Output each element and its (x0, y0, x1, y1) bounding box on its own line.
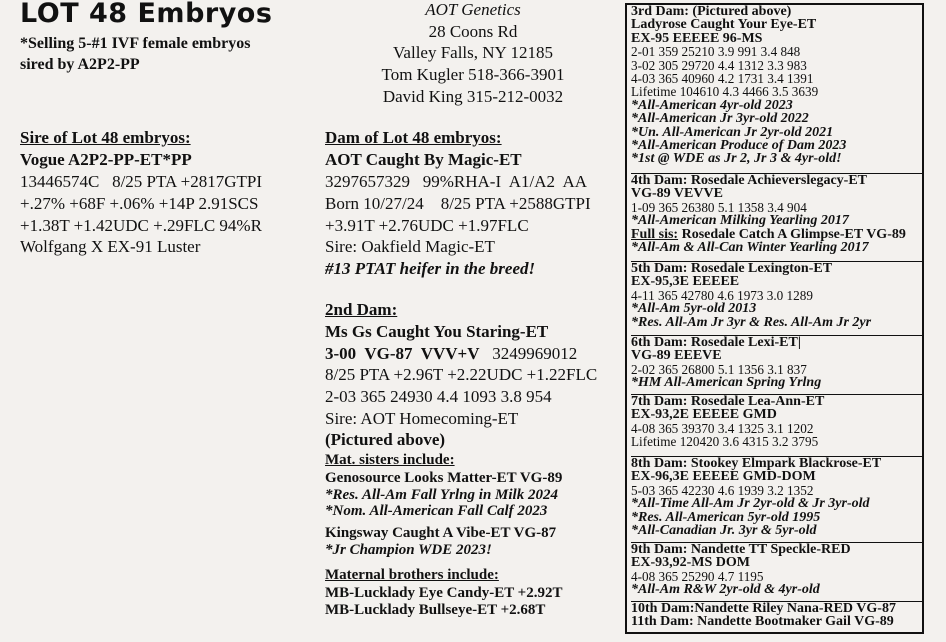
pedigree-line: 4-11 365 42780 4.6 1973 3.0 1289 (631, 287, 813, 303)
mat-sisters-heading: Mat. sisters include: (325, 452, 455, 468)
pedigree-line: *Un. All-American Jr 2yr-old 2021 (631, 124, 834, 140)
pedigree-line: 1-09 365 26380 5.1 1358 3.4 904 (631, 199, 807, 215)
pedigree-line: *All-Time All-Am Jr 2yr-old & Jr 3yr-old (631, 496, 870, 512)
pedigree-line: 5-03 365 42230 4.6 1939 3.2 1352 (631, 482, 814, 498)
pedigree-section-8 (631, 601, 922, 629)
pedigree-section-2 (631, 173, 922, 254)
pedigree-line: EX-95,3E EEEEE (631, 274, 740, 290)
dam2-line-1: 8/25 PTA +2.96T +2.22UDC +1.22FLC (325, 365, 598, 384)
pedigree-section-3 (631, 261, 922, 329)
pedigree-line: *All-American Jr 3yr-old 2022 (631, 111, 809, 127)
pedigree-line: EX-93,2E EEEEE GMD (631, 407, 777, 423)
pedigree-line: 10th Dam:Nandette Riley Nana-RED VG-87 (631, 601, 896, 616)
sire-heading: Sire of Lot 48 embryos: (20, 128, 191, 147)
dam2-line-3: Sire: AOT Homecoming-ET (325, 409, 519, 428)
sire-line-4: Wolfgang X EX-91 Luster (20, 237, 201, 256)
dam2-classification: 3-00 VG-87 VVV+V (325, 344, 480, 363)
page-title: LOT 48 Embryos (20, 0, 273, 29)
pedigree-section-5 (631, 394, 922, 449)
pedigree-line: 5th Dam: Rosedale Lexington-ET (631, 261, 833, 276)
brother-2: MB-Lucklady Bullseye-ET +2.68T (325, 602, 546, 618)
dam2-class-line (325, 344, 577, 364)
sister-1-name: Genosource Looks Matter-ET VG-89 (325, 470, 563, 486)
dam-heading: Dam of Lot 48 embryos: (325, 128, 502, 147)
contact-phone-david: David King 315-212-0032 (382, 87, 564, 106)
pedigree-line: 2-01 359 25210 3.9 991 3.4 848 (631, 44, 801, 60)
pedigree-line: VG-89 EEEVE (631, 348, 722, 364)
pedigree-line: Lifetime 120420 3.6 4315 3.2 3795 (631, 434, 819, 450)
pedigree-line: *HM All-American Spring Yrlng (631, 375, 822, 391)
pedigree-line: 4-03 365 40960 4.2 1731 3.4 1391 (631, 71, 814, 87)
pedigree-line: 6th Dam: Rosedale Lexi-ET| (631, 335, 801, 350)
pedigree-line: *All-American 4yr-old 2023 (631, 97, 793, 113)
sire-name: Vogue A2P2-PP-ET*PP (20, 150, 192, 169)
sister-1-note-1: *Res. All-Am Fall Yrlng in Milk 2024 (325, 487, 558, 503)
pedigree-line: 4-08 365 39370 3.4 1325 3.1 1202 (631, 420, 814, 436)
dam2-pictured: (Pictured above) (325, 430, 446, 449)
pedigree-line: *All-Am 5yr-old 2013 (631, 301, 757, 317)
dam-line-2: Born 10/27/24 8/25 PTA +2588GTPI (325, 194, 591, 213)
dam-line-1: 3297657329 99%RHA-I A1/A2 AA (325, 172, 588, 191)
pedigree-line: EX-96,3E EEEEE GMD-DOM (631, 469, 816, 485)
sister-2-note-1: *Jr Champion WDE 2023! (325, 542, 492, 558)
pedigree-line: 3-02 305 29720 4.4 1312 3.3 983 (631, 57, 807, 73)
pedigree-line: *All-American Produce of Dam 2023 (631, 138, 847, 154)
pedigree-line: *1st @ WDE as Jr 2, Jr 3 & 4yr-old! (631, 151, 842, 167)
sister-2-name: Kingsway Caught A Vibe-ET VG-87 (325, 525, 557, 541)
dam-note: #13 PTAT heifer in the breed! (325, 259, 536, 278)
dam-line-4: Sire: Oakfield Magic-ET (325, 237, 495, 256)
pedigree-line: 4th Dam: Rosedale Achieverslegacy-ET (631, 173, 868, 188)
pedigree-line: VG-89 VEVVE (631, 186, 723, 202)
dam2-heading: 2nd Dam: (325, 300, 398, 319)
pedigree-box (625, 3, 924, 634)
dam2-registration: 3249969012 (492, 344, 578, 363)
dam-name: AOT Caught By Magic-ET (325, 150, 522, 169)
pedigree-line: *Res. All-Am Jr 3yr & Res. All-Am Jr 2yr (631, 314, 872, 330)
intro-line-2: sired by A2P2-PP (20, 56, 140, 73)
pedigree-section-7 (631, 542, 922, 597)
dam2-line-2: 2-03 365 24930 4.4 1093 3.8 954 (325, 387, 552, 406)
pedigree-section-4 (631, 335, 922, 390)
pedigree-line: 2-02 365 26800 5.1 1356 3.1 837 (631, 361, 807, 377)
pedigree-line: 3rd Dam: (Pictured above) (631, 4, 792, 19)
sister-1-note-2: *Nom. All-American Fall Calf 2023 (325, 503, 548, 519)
sire-line-2: +.27% +68F +.06% +14P 2.91SCS (20, 194, 259, 213)
sire-line-3: +1.38T +1.42UDC +.29FLC 94%R (20, 216, 262, 235)
pedigree-line: EX-95 EEEEE 96-MS (631, 30, 763, 46)
pedigree-line: Lifetime 104610 4.3 4466 3.5 3639 (631, 84, 819, 100)
pedigree-line: 9th Dam: Nandette TT Speckle-RED (631, 542, 851, 557)
intro-line-1: *Selling 5-#1 IVF female embryos (20, 35, 251, 52)
pedigree-line: 8th Dam: Stookey Elmpark Blackrose-ET (631, 456, 882, 471)
pedigree-section-6 (631, 456, 922, 537)
pedigree-line: *Res. All-American 5yr-old 1995 (631, 509, 821, 525)
brother-1: MB-Lucklady Eye Candy-ET +2.92T (325, 585, 563, 601)
pedigree-line: 4-08 365 25290 4.7 1195 (631, 568, 764, 584)
pedigree-line: 7th Dam: Rosedale Lea-Ann-ET (631, 394, 825, 409)
pedigree-section-1 (631, 5, 922, 166)
dam2-name: Ms Gs Caught You Staring-ET (325, 322, 549, 341)
contact-city: Valley Falls, NY 12185 (393, 43, 553, 62)
contact-phone-tom: Tom Kugler 518-366-3901 (381, 65, 565, 84)
contact-address: 28 Coons Rd (428, 22, 518, 41)
company-name: AOT Genetics (425, 0, 521, 19)
dam-line-3: +3.91T +2.76UDC +1.97FLC (325, 216, 529, 235)
pedigree-line: Full sis: Rosedale Catch A Glimpse-ET VG-89 (631, 226, 906, 242)
pedigree-line: EX-93,92-MS DOM (631, 555, 750, 571)
pedigree-line: *All-Am & All-Can Winter Yearling 2017 (631, 240, 869, 256)
pedigree-line: 11th Dam: Nandette Bootmaker Gail VG-89 (631, 614, 894, 630)
pedigree-line: *All-Canadian Jr. 3yr & 5yr-old (631, 523, 817, 539)
pedigree-line: *All-Am R&W 2yr-old & 4yr-old (631, 582, 820, 598)
pedigree-line: *All-American Milking Yearling 2017 (631, 213, 849, 229)
brothers-heading: Maternal brothers include: (325, 567, 499, 583)
pedigree-line: Ladyrose Caught Your Eye-ET (631, 17, 817, 33)
sire-line-1: 13446574C 8/25 PTA +2817GTPI (20, 172, 262, 191)
